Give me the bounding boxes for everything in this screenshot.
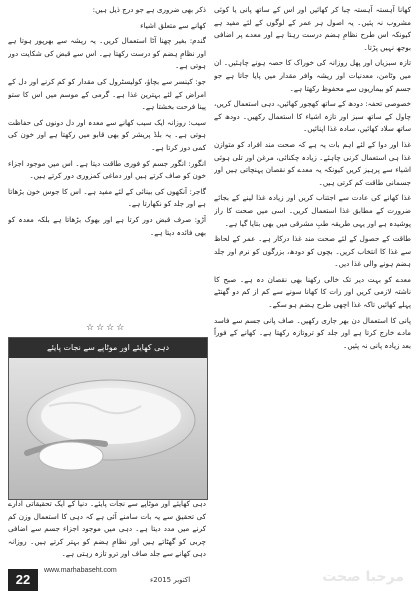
website-link[interactable]: www.marhabaseht.com [44,567,117,574]
article-paragraph: خصوصی تحفہ: دودھ کے ساتھ کھجور کھائیں، دہی استعمال کریں، چاول کے ساتھ سبز اور تازہ اشیاء کا استعمال رکھیں۔ دودھ کے ساتھ سلاد کھائیں، سادہ غذا اپنائیں۔ [214,99,411,134]
magazine-logo [220,569,410,591]
article-paragraph: غذا کھانے کی عادت سے اجتناب کریں اور زیادہ غذا لینے کے بجائے ضرورت کے مطابق غذا استعمال کریں۔ اسی میں صحت کا راز پوشیدہ ہے اور یہی طریقہ طبِ مشرقی میں بھی بتایا گیا ہے۔ [214,193,411,228]
article-paragraph: غذا اور دوا کے لئے اہم بات یہ ہے کہ صحت مند افراد کو متوازن غذا ہی استعمال کرنی چاہئے۔ زیادہ چکنائی، مرغن اور تلی ہوئی اشیاء سے پرہیز کریں کیونکہ یہ معدے کو نقصان پہنچاتی ہیں اور جسمانی طاقت کم کرتی ہیں۔ [214,139,411,187]
article-paragraph: سیب: روزانہ ایک سیب کھانے سے معدہ اور دل دونوں کی حفاظت ہوتی ہے۔ یہ بلڈ پریشر کو بھی قابو میں رکھتا ہے اور خون کی کمی دور کرتا ہے۔ [8,117,206,152]
sidebar-paragraph: دہی کھایئے اور موٹاپے سے نجات پایئے۔ دنیا کے ایک تحقیقاتی ادارے کی تحقیق سے یہ بات سامنے آئی ہے کہ دہی کا استعمال وزن کم کرنے میں مدد دیتا ہے۔ دہی میں موجود اجزاء جسم سے اضافی چربی کو گھٹاتے ہیں اور نظامِ ہضم کو بہتر کرتے ہیں۔ روزانہ دہی کھانے سے جلد صاف اور ترو تازہ رہتی ہے۔ [8,499,206,559]
article-paragraph: معدے کو بہت دیر تک خالی رکھنا بھی نقصان دہ ہے۔ صبح کا ناشتہ لازمی کریں اور رات کا کھانا سونے سے کم از کم دو گھنٹے پہلے کھائیں تاکہ غذا اچھی طرح ہضم ہو سکے۔ [214,274,411,310]
page-footer [0,565,419,595]
article-paragraph: کھانے سے متعلق اشیاء [140,20,206,30]
sidebar-box-text [8,498,206,562]
article-left-column [8,4,206,318]
article-paragraph: طاقت کے حصول کے لئے صحت مند غذا درکار ہے۔ عمر کے لحاظ سے غذا کا انتخاب کریں۔ بچوں کو دودھ، بزرگوں کو نرم اور جلد ہضم ہونے والی غذا دیں۔ [214,234,411,269]
article-paragraph: آڑو: صرف قبض دور کرتا ہے اور بھوک بڑھاتا ہے بلکہ معدہ کو بھی فائدہ دیتا ہے۔ [8,214,206,237]
section-separator-stars: ☆☆☆☆ [86,323,127,333]
article-right-column [214,4,411,558]
issue-date: اکتوبر 2015ء [150,576,191,584]
article-paragraph: جو: کینسر سے بچاؤ، کولیسٹرول کی مقدار کو کم کرنے اور دل کے امراض کے لئے بہترین غذا ہے۔ گرمی کے موسم میں اس کا ستو پینا فرحت بخشتا ہے۔ [8,76,206,112]
article-paragraph: گاجر: آنکھوں کی بینائی کے لئے مفید ہے۔ اس کا جوس خون بڑھاتا ہے اور جلد کو نکھارتا ہے۔ [8,186,206,209]
article-paragraph: انگور: انگور جسم کو فوری طاقت دیتا ہے۔ اس میں موجود اجزاء خون کو صاف کرتے ہیں اور دماغی کمزوری دور کرتے ہیں۔ [8,158,206,181]
yogurt-spoon-image [9,358,207,499]
article-paragraph: پانی کا استعمال دن بھر جاری رکھیں۔ صاف پانی جسم سے فاسد مادے خارج کرتا ہے اور جلد کو تروتازہ رکھتا ہے۔ کھانے کے فوراً بعد زیادہ پانی نہ پئیں۔ [214,315,411,350]
article-paragraph: ذکر بھی ضروری ہے جو درج ذیل ہیں: [92,5,206,14]
magazine-name: مرحبا صحت [322,569,404,585]
sidebar-box-title: دہی کھایئے اور موٹاپے سے نجات پایئے [9,338,207,358]
article-paragraph: کھانا آہستہ آہستہ چبا کر کھائیں اور اس کے ساتھ پانی یا کوئی مشروب نہ پئیں۔ یہ اصول ہر عمر کے لوگوں کے لئے مفید ہے کیونکہ اس طرح نظامِ ہضم درست رہتا ہے اور معدے پر اضافی بوجھ نہیں پڑتا۔ [214,5,411,52]
article-paragraph: گندم: بغیر چھنا آٹا استعمال کریں۔ یہ ریشہ سے بھرپور ہوتا ہے اور نظامِ ہضم کو درست رکھتا ہے۔ اس سے قبض کی شکایت دور ہوتی ہے۔ [8,36,206,71]
article-paragraph: تازہ سبزیاں اور پھل روزانہ کی خوراک کا حصہ ہونے چاہئیں۔ ان میں وٹامن، معدنیات اور ریشہ وافر مقدار میں پایا جاتا ہے جو جسم کو بیماریوں سے محفوظ رکھتا ہے۔ [214,58,411,93]
page-number: 22 [8,569,38,591]
yogurt-sidebar-box [8,337,208,500]
